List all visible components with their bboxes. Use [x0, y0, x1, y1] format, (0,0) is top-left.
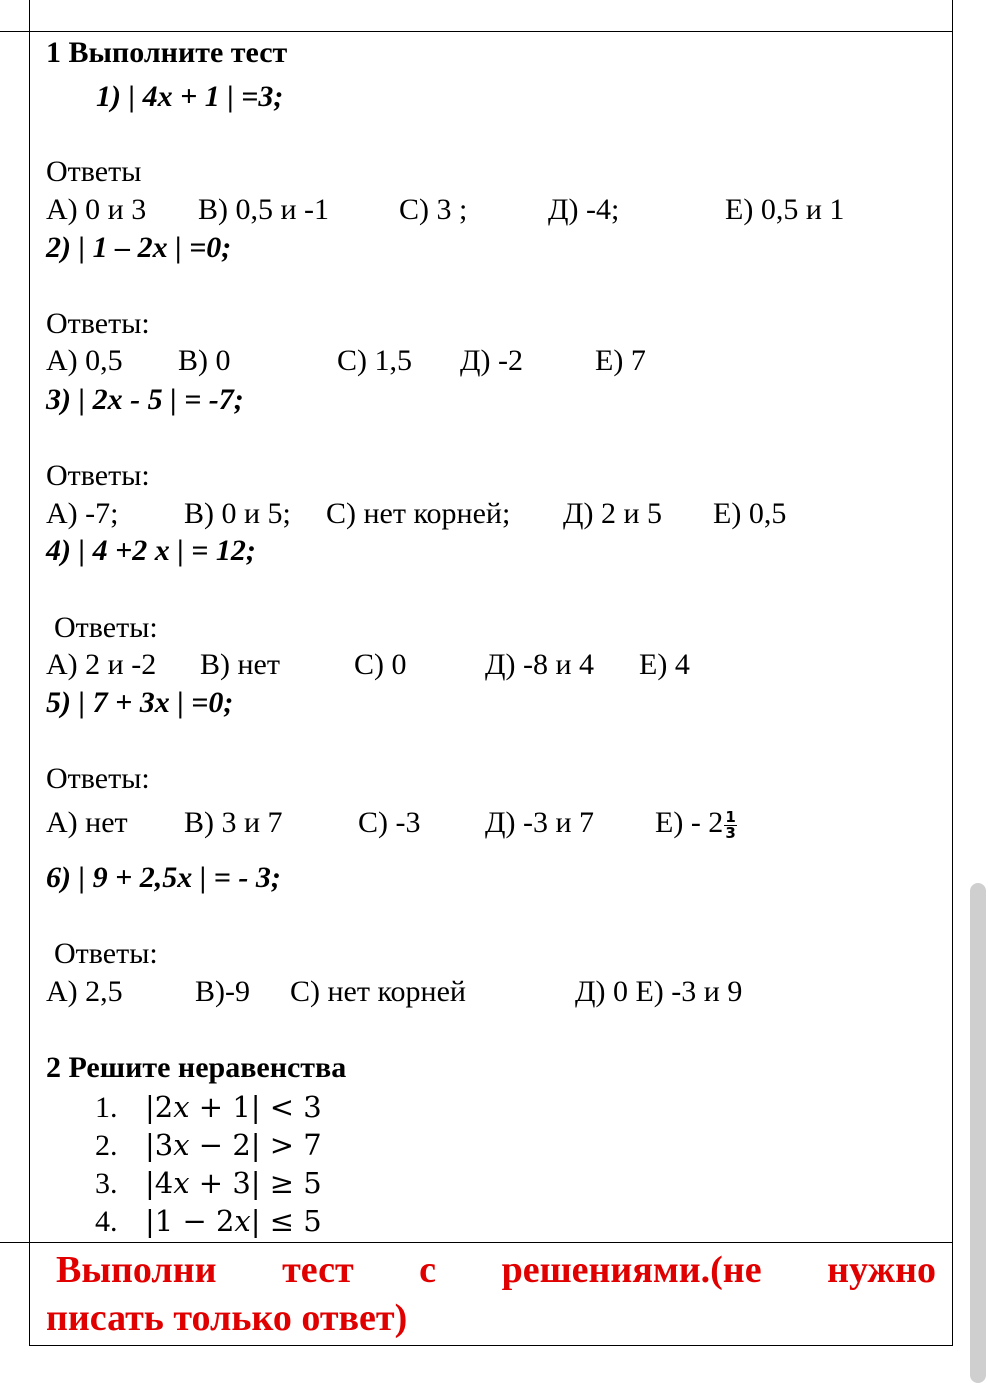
table-left-border — [29, 0, 30, 1346]
question-5-answers-label: Ответы: — [46, 762, 150, 795]
q5-option-e-fraction — [724, 807, 736, 842]
note-word: решениями.(не — [501, 1249, 762, 1291]
table-right-border — [952, 0, 953, 1346]
question-1-equation: 1) | 4x + 1 | =3; — [96, 80, 284, 113]
q6-option-a: А) 2,5 — [46, 975, 123, 1008]
q1-option-d: Д) -4; — [548, 193, 620, 226]
expr-part: + 3| ≥ 5 — [189, 1166, 322, 1200]
expr-part: | ≤ 5 — [250, 1204, 322, 1238]
q2-option-a: А) 0,5 — [46, 344, 123, 377]
q2-option-b: В) 0 — [178, 344, 231, 377]
expr-part: |1 − 2 — [145, 1204, 235, 1238]
question-1-answers-label: Ответы — [46, 155, 142, 188]
expr-part: |4 — [145, 1166, 174, 1200]
q5-option-a: А) нет — [46, 806, 128, 839]
question-4-equation: 4) | 4 +2 x | = 12; — [46, 534, 256, 567]
expr-part: − 2| > 7 — [189, 1128, 322, 1162]
q4-option-c: С) 0 — [354, 648, 407, 681]
q2-option-c: С) 1,5 — [337, 344, 412, 377]
q2-option-e: Е) 7 — [595, 344, 646, 377]
inequality-4 — [95, 1204, 322, 1239]
q2-option-d: Д) -2 — [460, 344, 523, 377]
q3-option-e: Е) 0,5 — [713, 497, 787, 530]
expr-part: |3 — [145, 1128, 174, 1162]
expr-part: + 1| < 3 — [189, 1090, 322, 1124]
q5-option-e — [655, 806, 737, 841]
question-4-answers-label: Ответы: — [54, 611, 158, 644]
note-word: нужно — [827, 1249, 936, 1291]
question-3-answers-label: Ответы: — [46, 459, 150, 492]
q3-option-c: С) нет корней; — [326, 497, 511, 530]
expr-var: x — [234, 1204, 251, 1238]
instruction-note-line-2: писать только ответ) — [46, 1297, 408, 1339]
expr-var: x — [173, 1166, 190, 1200]
inequality-number: 1. — [95, 1091, 118, 1124]
inequality-expression — [145, 1166, 322, 1200]
q3-option-d: Д) 2 и 5 — [563, 497, 663, 530]
question-3-equation: 3) | 2x - 5 | = -7; — [46, 383, 244, 416]
q3-option-a: А) -7; — [46, 497, 119, 530]
table-bottom-border — [29, 1345, 953, 1346]
question-2-equation: 2) | 1 – 2x | =0; — [46, 231, 232, 264]
inequality-number: 2. — [95, 1129, 118, 1162]
q5-option-b: В) 3 и 7 — [184, 806, 283, 839]
q1-option-a: А) 0 и 3 — [46, 193, 147, 226]
q5-option-e-label: Е) - 2 — [655, 806, 724, 839]
table-top-border — [0, 31, 953, 32]
q5-option-d: Д) -3 и 7 — [485, 806, 594, 839]
question-6-answers-label: Ответы: — [54, 937, 158, 970]
inequality-2 — [95, 1128, 322, 1163]
fraction-denominator: 3 — [725, 823, 736, 842]
inequality-3 — [95, 1166, 322, 1201]
q5-option-c: С) -3 — [358, 806, 421, 839]
inequality-expression — [145, 1204, 322, 1238]
q6-option-b: В)-9 — [195, 975, 250, 1008]
expr-var: x — [173, 1128, 190, 1162]
q4-option-a: А) 2 и -2 — [46, 648, 157, 681]
section1-title: 1 Выполните тест — [46, 36, 288, 69]
q6-option-d-e: Д) 0 Е) -3 и 9 — [575, 975, 743, 1008]
q3-option-b: В) 0 и 5; — [184, 497, 291, 530]
inequality-number: 3. — [95, 1167, 118, 1200]
expr-var: x — [173, 1090, 190, 1124]
fraction-numerator: 1 — [725, 807, 736, 826]
table-row-divider — [0, 1242, 953, 1243]
inequality-1 — [95, 1090, 322, 1125]
question-6-equation: 6) | 9 + 2,5x | = - 3; — [46, 861, 281, 894]
vertical-scrollbar-thumb[interactable] — [970, 883, 986, 1383]
note-word: с — [419, 1249, 437, 1291]
instruction-note — [46, 1246, 936, 1342]
section2-title: 2 Решите неравенства — [46, 1051, 347, 1084]
q6-option-c: С) нет корней — [290, 975, 466, 1008]
question-5-equation: 5) | 7 + 3x | =0; — [46, 686, 234, 719]
q1-option-e: Е) 0,5 и 1 — [725, 193, 845, 226]
instruction-note-line-1 — [46, 1246, 936, 1294]
inequality-number: 4. — [95, 1205, 118, 1238]
note-word: тест — [282, 1249, 354, 1291]
inequality-expression — [145, 1128, 322, 1162]
q4-option-d: Д) -8 и 4 — [485, 648, 594, 681]
note-word: Выполни — [56, 1249, 217, 1291]
inequality-expression — [145, 1090, 322, 1124]
q4-option-e: Е) 4 — [639, 648, 690, 681]
question-2-answers-label: Ответы: — [46, 307, 150, 340]
q4-option-b: В) нет — [200, 648, 280, 681]
expr-part: |2 — [145, 1090, 174, 1124]
q1-option-c: С) 3 ; — [399, 193, 468, 226]
q1-option-b: В) 0,5 и -1 — [198, 193, 330, 226]
